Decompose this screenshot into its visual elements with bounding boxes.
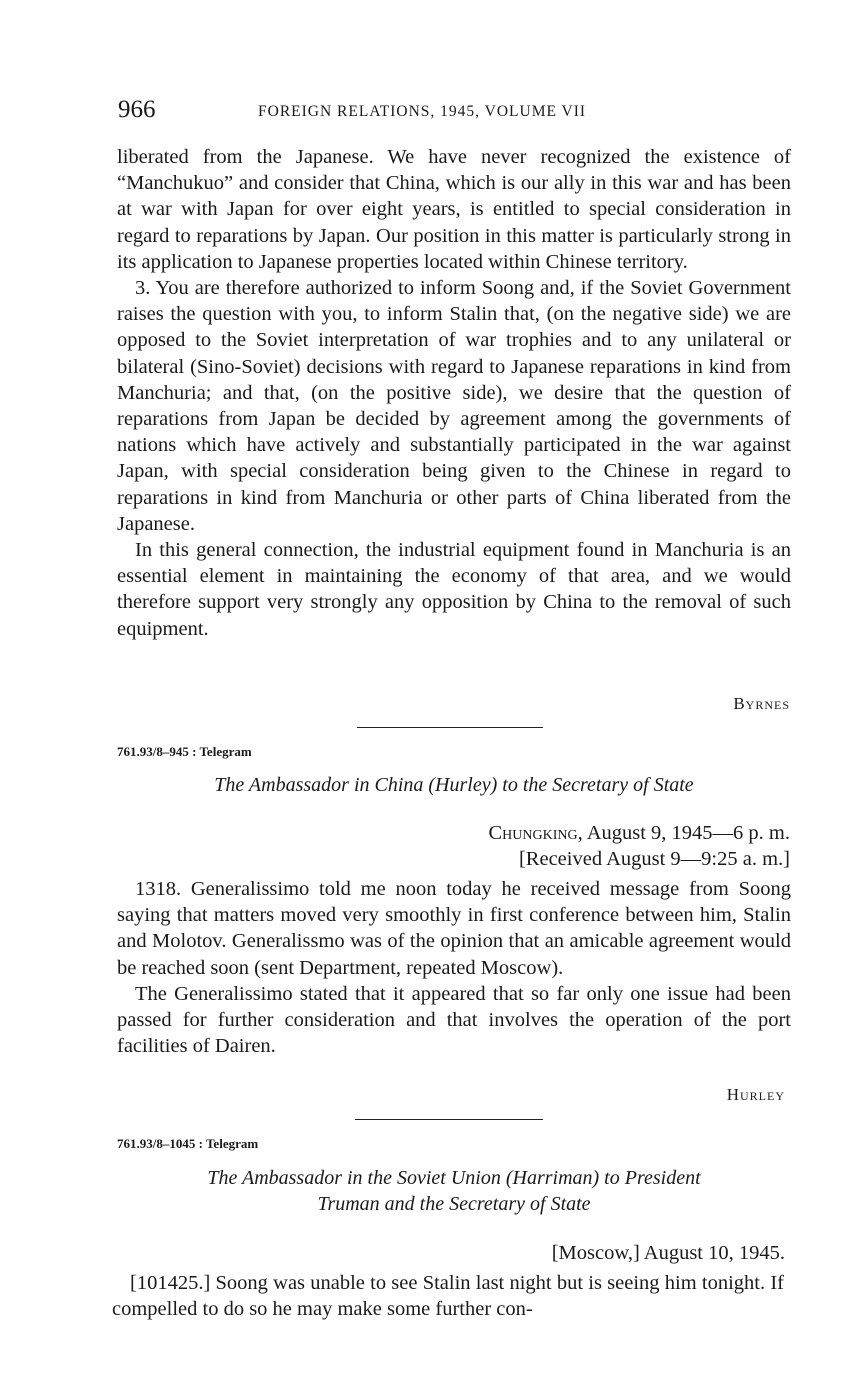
dateline: [Moscow,] August 10, 1945. bbox=[551, 1242, 785, 1264]
title-line: The Ambassador in the Soviet Union (Harriman) to President bbox=[207, 1167, 701, 1189]
telegram-paragraph-1: [101425.] Soong was unable to see Stalin last night but is seeing him tonight. If compelled to do so he may make some further con- bbox=[112, 1272, 784, 1321]
document-title: The Ambassador in China (Hurley) to the Secretary of State bbox=[214, 774, 694, 796]
document-title bbox=[117, 1165, 791, 1217]
dateline-place: Chungking, bbox=[488, 822, 583, 844]
document-reference: 761.93/8–945 : Telegram bbox=[117, 744, 252, 759]
section-hurley-body bbox=[117, 876, 791, 1059]
section-byrnes-body bbox=[117, 144, 791, 642]
page-header bbox=[118, 94, 790, 128]
document-reference: 761.93/8–1045 : Telegram bbox=[117, 1136, 259, 1151]
paragraph-continued: liberated from the Japanese. We have never recognized the existence of “Manchukuo” and consider that China, which is our ally in this war and has been at war with Japan for over eight years, is entitled to special consideration in regard to reparations by Japan. Our position in this matter is particularly strong in its application to Japanese properties located within Chinese territory. bbox=[117, 146, 791, 273]
signature-hurley: Hurley bbox=[726, 1085, 785, 1104]
title-line: Truman and the Secretary of State bbox=[317, 1193, 591, 1215]
dateline bbox=[488, 820, 790, 846]
dateline-date: August 9, 1945—6 p. m. bbox=[582, 822, 790, 844]
page-number: 966 bbox=[118, 96, 156, 123]
section-divider bbox=[357, 727, 543, 728]
signature-byrnes: Byrnes bbox=[733, 694, 790, 713]
section-divider bbox=[355, 1119, 543, 1120]
paragraph-3: 3. You are therefore authorized to inform Soong and, if the Soviet Government raises the question with you, to inform Stalin that, (on the negative side) we are opposed to the Soviet interpretation of war trophies and to any unilateral or bilateral (Sino-Soviet) decisions with regard to Japanese reparations in kind from Manchuria; and that, (on the positive side), we desire that the question of reparations from Japan be decided by agreement among the governments of nations which have actively and substantially participated in the war against Japan, with special consideration being given to the Chinese in regard to reparations in kind from Manchuria or other parts of China liberated from the Japanese. bbox=[117, 277, 791, 535]
telegram-paragraph-2: The Generalissimo stated that it appeared that so far only one issue had been passed for further consideration and that involves the operation of the port facilities of Dairen. bbox=[117, 982, 791, 1058]
running-head: FOREIGN RELATIONS, 1945, VOLUME VII bbox=[258, 103, 587, 120]
section-harriman-body bbox=[112, 1270, 784, 1322]
received-line: [Received August 9—9:25 a. m.] bbox=[518, 848, 790, 870]
telegram-paragraph-1: 1318. Generalissimo told me noon today he received message from Soong saying that matters moved very smoothly in first conference between him, Stalin and Molotov. Generalissmo was of the opinion that an amicable agreement would be reached soon (sent Department, repeated Moscow). bbox=[117, 878, 791, 979]
paragraph-4: In this general connection, the industrial equipment found in Manchuria is an essential element in maintaining the economy of that area, and we would therefore support very strongly any opposition by China to the removal of such equipment. bbox=[117, 539, 791, 640]
